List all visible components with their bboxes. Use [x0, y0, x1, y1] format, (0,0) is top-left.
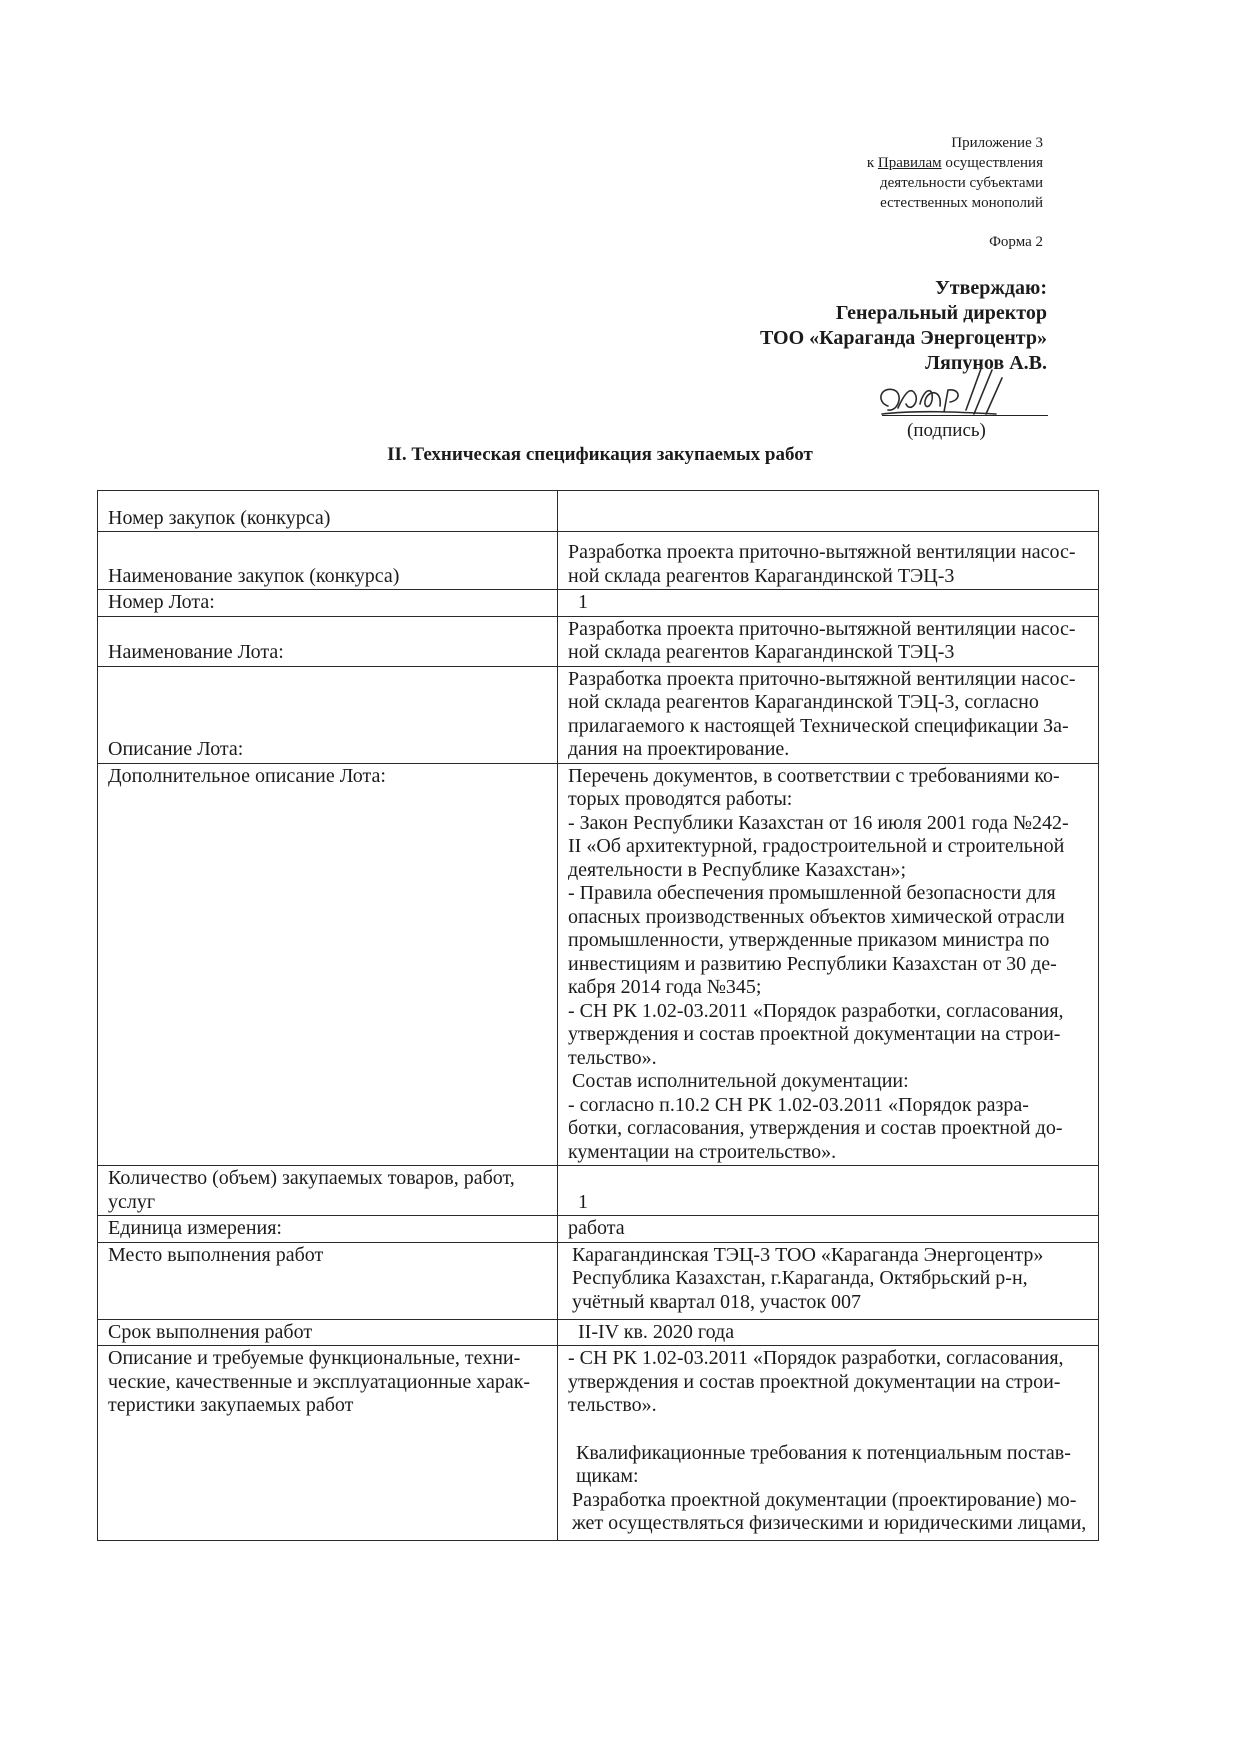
row-value-line: - СН РК 1.02-03.2011 «Порядок разработки, согласования,: [568, 999, 1064, 1022]
row-value-line: Состав исполнительной документации:: [572, 1070, 909, 1092]
spec-value-cell: [558, 1242, 1099, 1319]
spec-label-cell: [98, 1242, 558, 1319]
spec-value-cell: [558, 616, 1099, 666]
appendix-number: Приложение 3: [951, 135, 1043, 151]
row-work-characteristics: [98, 1346, 1099, 1541]
document-title: II. Техническая спецификация закупаемых работ: [387, 444, 813, 465]
appendix-rules-line: [867, 153, 1043, 173]
spec-label-cell: [98, 532, 558, 590]
row-value-line: кументации на строительство».: [568, 1140, 837, 1163]
spec-value-cell: [558, 763, 1099, 1166]
signature-line: [882, 415, 1048, 416]
approver-organization: ТОО «Караганда Энергоцентр»: [759, 327, 1047, 349]
row-label-line: Наименование закупок (конкурса): [108, 564, 400, 587]
row-value-line: работа: [568, 1217, 625, 1239]
row-label-line: Срок выполнения работ: [108, 1320, 313, 1343]
row-value-line: Разработка проекта приточно-вытяжной вентиляции насос-: [568, 617, 1076, 640]
row-value-line: Перечень документов, в соответствии с требованиями ко-: [568, 764, 1060, 787]
row-work-period: [98, 1319, 1099, 1346]
row-value-line: II-IV кв. 2020 года: [578, 1320, 735, 1343]
row-label-line: Описание Лота:: [108, 738, 244, 760]
row-lot-additional-description: [98, 763, 1099, 1166]
row-label-line: Номер закупок (конкурса): [108, 506, 331, 529]
row-value-line: тельство».: [568, 1046, 657, 1069]
row-label-line: Номер Лота:: [108, 591, 215, 613]
row-label-line: Дополнительное описание Лота:: [108, 764, 386, 787]
row-value-line: 1: [578, 1190, 588, 1213]
spec-value-cell: [558, 491, 1099, 532]
row-value-line: ной склада реагентов Карагандинской ТЭЦ-3: [568, 564, 955, 587]
row-quantity: [98, 1166, 1099, 1216]
row-unit: [98, 1216, 1099, 1243]
row-value-line: ной склада реагентов Карагандинской ТЭЦ-3: [568, 641, 955, 663]
row-value-line: Разработка проекта приточно-вытяжной вентиляции насос-: [568, 667, 1076, 690]
spec-label-cell: [98, 1319, 558, 1346]
row-value-line: дания на проектирование.: [568, 738, 790, 760]
row-value-line: ботки, согласования, утверждения и состав проектной до-: [568, 1117, 1063, 1139]
row-value-line: промышленности, утвержденные приказом министра по: [568, 929, 1050, 951]
row-value-line: II «Об архитектурной, градостроительной и строительной: [568, 835, 1065, 857]
row-value-line: - Правила обеспечения промышленной безопасности для: [568, 882, 1056, 904]
spec-value-cell: [558, 1216, 1099, 1243]
spec-label-cell: [98, 1216, 558, 1243]
row-value-line: утверждения и состав проектной документации на строи-: [568, 1023, 1061, 1045]
row-value-line: Разработка проекта приточно-вытяжной вентиляции насос-: [568, 541, 1076, 563]
row-lot-number: [98, 590, 1099, 617]
row-value-line: Карагандинская ТЭЦ-3 ТОО «Караганда Энергоцентр»: [572, 1243, 1044, 1266]
row-value-line: инвестициям и развитию Республики Казахстан от 30 де-: [568, 952, 1057, 975]
row-value-line: Разработка проектной документации (проектирование) мо-: [572, 1488, 1077, 1511]
row-work-location: [98, 1242, 1099, 1319]
approval-heading: Утверждаю:: [935, 277, 1047, 299]
row-label-line: Место выполнения работ: [108, 1243, 324, 1266]
row-value-line: утверждения и состав проектной документации на строи-: [568, 1370, 1061, 1393]
row-value-line: учётный квартал 018, участок 007: [572, 1290, 862, 1313]
row-value-line: щикам:: [576, 1465, 639, 1487]
spec-value-cell: [558, 590, 1099, 617]
row-value-line: прилагаемого к настоящей Технической спецификации За-: [568, 714, 1069, 737]
appendix-suffix: осуществления: [941, 155, 1043, 171]
approver-name: Ляпунов А.В.: [925, 352, 1047, 374]
spec-value-cell: [558, 1319, 1099, 1346]
row-label-line: услуг: [108, 1190, 156, 1213]
spec-label-cell: [98, 763, 558, 1166]
row-value-line: опасных производственных объектов химической отрасли: [568, 905, 1065, 928]
appendix-line-3: деятельности субъектами: [879, 175, 1043, 191]
spec-label-cell: [98, 590, 558, 617]
row-value-line: - СН РК 1.02-03.2011 «Порядок разработки, согласования,: [568, 1347, 1064, 1369]
row-value-line: Республика Казахстан, г.Караганда, Октябрьский р-н,: [572, 1267, 1028, 1289]
signature-caption: (подпись): [907, 420, 986, 441]
form-number: Форма 2: [989, 234, 1043, 250]
spec-value-cell: [558, 666, 1099, 763]
row-label-line: Единица измерения:: [108, 1217, 282, 1239]
row-value-line: Квалификационные требования к потенциальным постав-: [576, 1441, 1071, 1464]
row-label-line: теристики закупаемых работ: [108, 1394, 354, 1416]
spec-value-cell: [558, 1346, 1099, 1541]
row-lot-description: [98, 666, 1099, 763]
row-value-line: тельство».: [568, 1394, 657, 1416]
row-procurement-name: [98, 532, 1099, 590]
row-value-line: 1: [578, 591, 588, 613]
specification-table: [97, 490, 1099, 1541]
spec-value-cell: [558, 1166, 1099, 1216]
row-value-line: жет осуществляться физическими и юридическими лицами,: [572, 1512, 1087, 1534]
row-label-line: Количество (объем) закупаемых товаров, работ,: [108, 1167, 515, 1189]
spec-label-cell: [98, 1346, 558, 1541]
handwritten-signature: [868, 360, 1038, 426]
spec-label-cell: [98, 491, 558, 532]
row-label-line: Описание и требуемые функциональные, техни-: [108, 1347, 521, 1369]
row-value-line: торых проводятся работы:: [568, 788, 793, 810]
row-value-line: ной склада реагентов Карагандинской ТЭЦ-3, согласно: [568, 691, 1039, 713]
row-label-line: ческие, качественные и эксплуатационные харак-: [108, 1370, 531, 1393]
spec-value-cell: [558, 532, 1099, 590]
spec-label-cell: [98, 1166, 558, 1216]
appendix-prefix: к: [866, 155, 878, 171]
approver-position: Генеральный директор: [835, 302, 1047, 324]
spec-label-cell: [98, 616, 558, 666]
row-procurement-number: [98, 491, 1099, 532]
rules-link-text: Правилам: [877, 155, 942, 171]
row-value-line: деятельности в Республике Казахстан»;: [568, 858, 907, 881]
row-value-line: - Закон Республики Казахстан от 16 июля 2001 года №242-: [568, 811, 1069, 834]
row-label-line: Наименование Лота:: [108, 641, 284, 663]
row-value-line: - согласно п.10.2 СН РК 1.02-03.2011 «Порядок разра-: [568, 1093, 1029, 1116]
spec-label-cell: [98, 666, 558, 763]
appendix-line-4: естественных монополий: [880, 195, 1043, 211]
row-lot-name: [98, 616, 1099, 666]
row-value-line: кабря 2014 года №345;: [568, 976, 762, 998]
appendix-reference: [867, 133, 1043, 213]
